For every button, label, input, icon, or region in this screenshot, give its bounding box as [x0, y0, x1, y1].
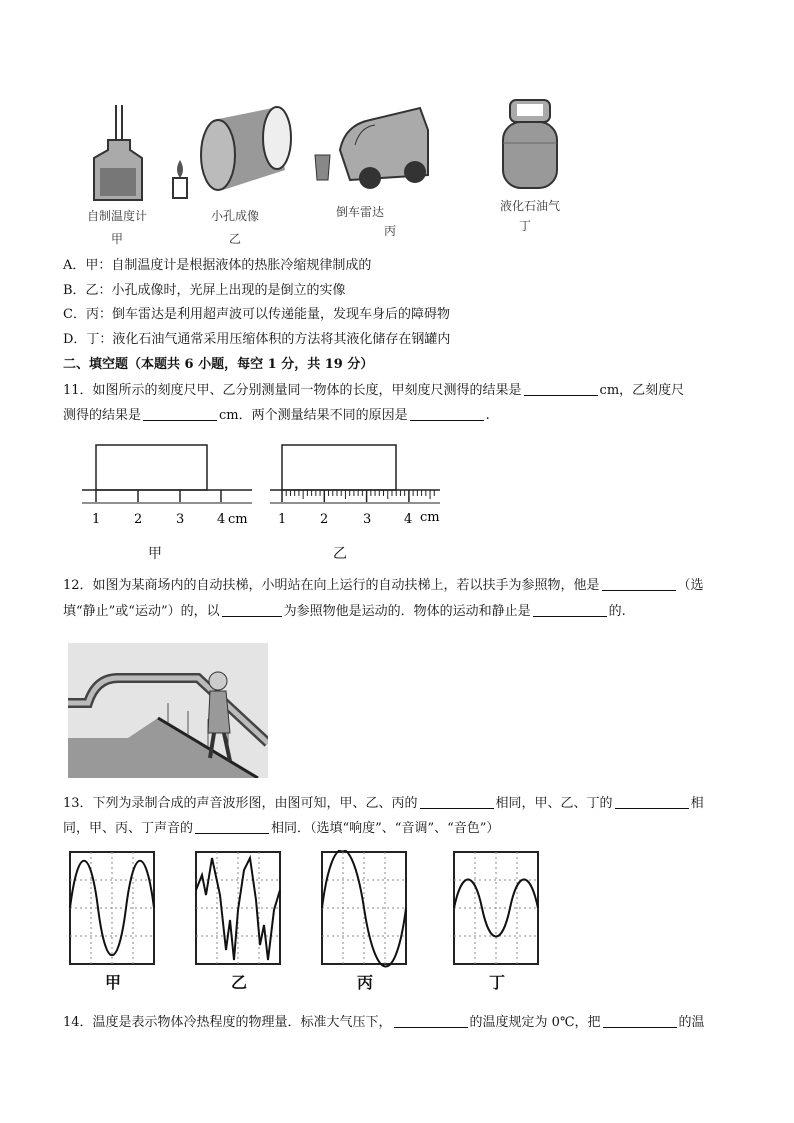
tick-label: 1 [278, 512, 287, 527]
figure-caption: 小孔成像 [210, 209, 259, 223]
figure-tag: 甲 [110, 232, 123, 246]
answer-blank[interactable] [195, 819, 269, 834]
q12-text: （选 [677, 578, 704, 593]
q13-text: 相同．（选填“响度”、“音调”、“音色”） [271, 821, 500, 836]
tick-label: 1 [92, 512, 101, 527]
tick-label: 2 [134, 512, 143, 527]
q11-text: 测得的结果是 [63, 408, 142, 423]
section-title: 二、填空题（本题共 6 小题，每空 1 分，共 19 分） [63, 357, 374, 372]
waveform-bing [320, 850, 410, 968]
question-11-line-1 [63, 378, 743, 404]
tick-label: 3 [363, 512, 372, 527]
waveform-label: 丁 [488, 973, 505, 992]
answer-blank[interactable] [394, 1013, 468, 1028]
option-a: A．甲：自制温度计是根据液体的热胀冷缩规律制成的 [63, 258, 372, 273]
thermometer-illustration [78, 100, 158, 205]
figure-tag: 乙 [228, 232, 241, 246]
q11-text: cm，乙刻度尺 [599, 383, 685, 398]
waveform-label: 乙 [230, 973, 247, 992]
q12-text: 的. [608, 604, 626, 619]
ruler-yi [270, 440, 445, 532]
option-b: B．乙：小孔成像时，光屏上出现的是倒立的实像 [63, 283, 346, 298]
question-13-line-1 [63, 791, 743, 817]
waveform-label: 丙 [356, 973, 373, 992]
question-14-line-1 [63, 1010, 743, 1036]
figure-caption: 倒车雷达 [335, 205, 384, 219]
q11-text: . [485, 408, 490, 423]
question-12-line-1 [63, 573, 743, 599]
q12-text: 为参照物他是运动的．物体的运动和静止是 [283, 604, 531, 619]
ruler-jia [82, 440, 257, 532]
answer-blank[interactable] [615, 794, 689, 809]
question-11-line-2 [63, 403, 743, 429]
figure-caption: 自制温度计 [86, 209, 147, 223]
question-13-line-2 [63, 816, 743, 842]
measured-object [96, 445, 207, 490]
q13-text: 相同，甲、乙、丁的 [495, 796, 613, 811]
question-12-line-2 [63, 599, 743, 625]
answer-blank[interactable] [603, 1013, 677, 1028]
waveform-yi [194, 850, 284, 968]
reverse-radar-illustration [310, 100, 435, 195]
q14-text: 的温度规定为 0℃，把 [469, 1015, 601, 1030]
unit-label: cm [420, 510, 440, 525]
tick-label: 2 [320, 512, 329, 527]
answer-blank[interactable] [420, 794, 494, 809]
answer-blank[interactable] [602, 576, 676, 591]
answer-blank[interactable] [524, 381, 598, 396]
q13-text: 13．下列为录制合成的声音波形图，由图可知，甲、乙、丙的 [63, 796, 418, 811]
q12-text: 12．如图为某商场内的自动扶梯，小明站在向上运行的自动扶梯上，若以扶手为参照物，他是 [63, 578, 600, 593]
waveform-jia [68, 850, 158, 968]
tick-label: 4 [404, 512, 413, 527]
measured-object [282, 445, 396, 490]
answer-blank[interactable] [143, 406, 217, 421]
escalator-illustration [68, 643, 268, 778]
answer-blank[interactable] [533, 602, 607, 617]
ruler-label: 甲 [148, 546, 162, 562]
answer-blank[interactable] [410, 406, 484, 421]
q11-text: 11．如图所示的刻度尺甲、乙分别测量同一物体的长度，甲刻度尺测得的结果是 [63, 383, 522, 398]
answer-blank[interactable] [222, 602, 282, 617]
q13-text: 相 [690, 796, 704, 811]
q14-text: 的温 [678, 1015, 705, 1030]
ruler-label: 乙 [333, 546, 347, 562]
unit-label: cm [228, 512, 248, 527]
waveform-label: 甲 [104, 973, 121, 992]
q11-text: cm．两个测量结果不同的原因是 [219, 408, 408, 423]
waveform-ding [452, 850, 542, 968]
figure-tag: 丁 [518, 219, 531, 233]
option-c: C．丙：倒车雷达是利用超声波可以传递能量，发现车身后的障碍物 [63, 307, 450, 322]
q14-text: 14．温度是表示物体冷热程度的物理量．标准大气压下， [63, 1015, 392, 1030]
pinhole-camera-illustration [165, 100, 300, 205]
ruler-ticks [282, 490, 434, 502]
tick-label: 4 [217, 512, 226, 527]
q12-text: 填“静止”或“运动”）的，以 [63, 604, 220, 619]
q13-text: 同，甲、丙、丁声音的 [63, 821, 194, 836]
figure-tag: 丙 [383, 224, 396, 238]
lpg-tank-illustration [495, 98, 565, 193]
option-d: D．丁：液化石油气通常采用压缩体积的方法将其液化储存在钢罐内 [63, 332, 451, 347]
tick-label: 3 [176, 512, 185, 527]
figure-caption: 液化石油气 [499, 199, 560, 213]
